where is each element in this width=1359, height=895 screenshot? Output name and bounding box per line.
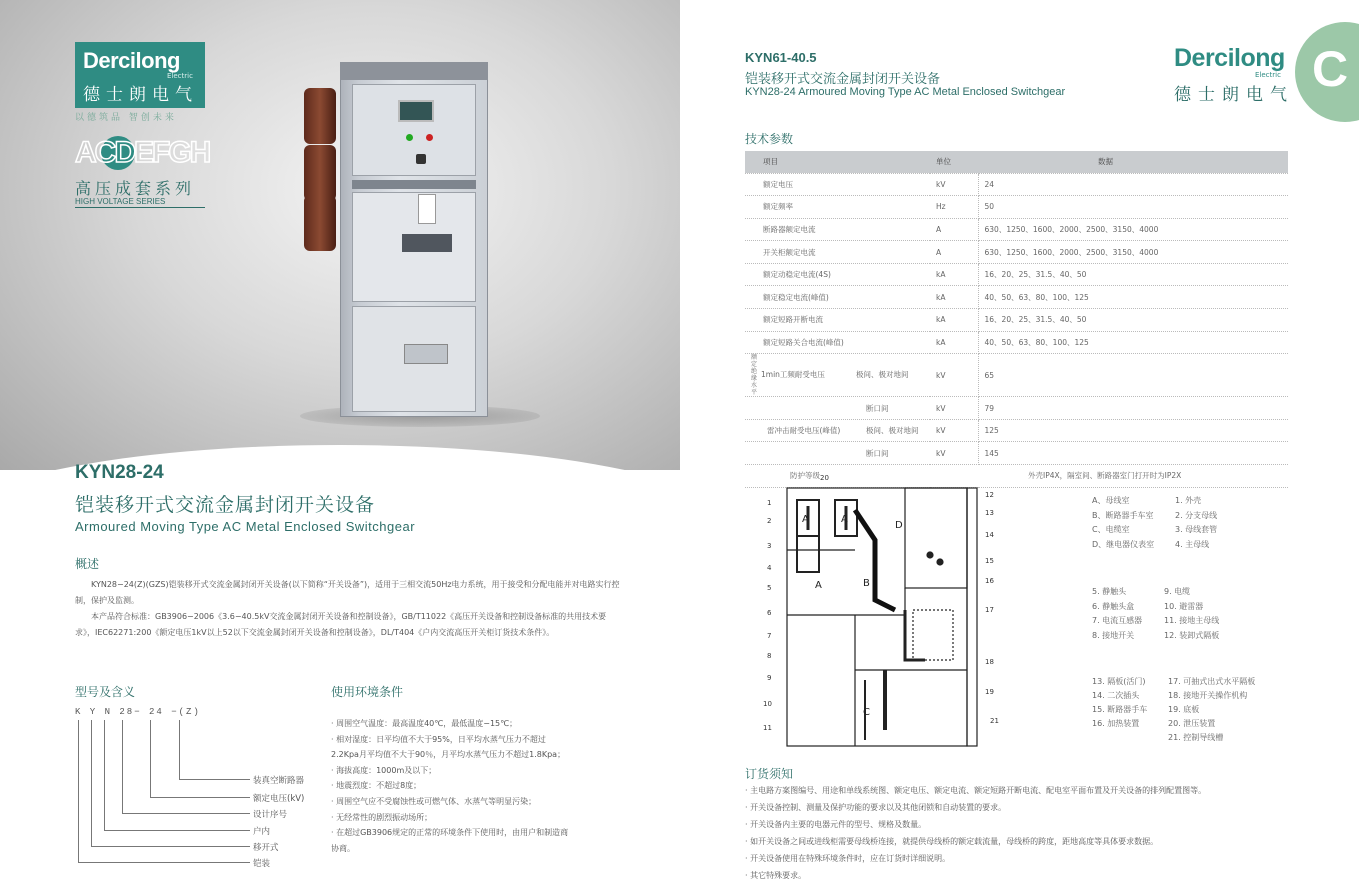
- model-label-armoured: 铠装: [253, 859, 271, 869]
- environment-list: [331, 716, 631, 856]
- environment-item: · 在超过GB3906规定的正常的环境条件下使用时，由用户和制造商: [331, 828, 569, 838]
- right-logo-electric: Electric: [1255, 71, 1281, 79]
- diagram-num: 10: [763, 700, 772, 708]
- order-item: · 开关设备控制、测量及保护功能的要求以及其他闭锁和自动装置的要求。: [745, 803, 1007, 812]
- legend-parts-2b: 9. 电缆 10. 避雷器 11. 接地主母线 12. 装卸式隔板: [1164, 587, 1220, 640]
- table-row: 额定频率 Hz 50: [745, 196, 1288, 219]
- red-indicator: [426, 134, 433, 141]
- logo-text-en: Dercilong: [83, 48, 180, 73]
- warning-sign: [418, 194, 436, 224]
- tech-params-table: [745, 151, 1288, 488]
- right-title-en: KYN28-24 Armoured Moving Type AC Metal Enclosed Switchgear: [745, 86, 1066, 98]
- order-heading: 订货须知: [745, 767, 794, 781]
- room-label: D: [895, 520, 903, 531]
- table-row: 额定短路关合电流(峰值) kA 40、50、63、80、100、125: [745, 331, 1288, 354]
- logo-electric: Electric: [167, 72, 193, 80]
- environment-item: · 周围空气应不受腐蚀性或可燃气体、水蒸气等明显污染；: [331, 796, 537, 806]
- model-label-indoor: 户内: [253, 827, 271, 837]
- room-label: A: [815, 580, 822, 591]
- diagram-num: 13: [985, 509, 994, 517]
- relay-panel: [352, 84, 476, 176]
- slogan: 以德筑品 智创未来: [75, 113, 177, 123]
- product-title-cn: 铠装移开式交流金属封闭开关设备: [75, 494, 376, 516]
- diagram-num: 2: [767, 517, 772, 525]
- order-list: [745, 782, 1305, 884]
- logo-text-cn: 德士朗电气: [83, 85, 198, 105]
- diagram-relay-room: [905, 488, 967, 588]
- environment-item: · 无经常性的剧烈振动场所；: [331, 812, 433, 822]
- brand-logo: [75, 42, 205, 108]
- cable-window: [404, 344, 448, 364]
- legend-rooms: A、母线室 B、断路器手车室 C、电缆室 D、继电器仪表室: [1092, 496, 1155, 549]
- environment-item: 协商。: [331, 843, 355, 853]
- series-underline: [75, 207, 205, 208]
- model-label-voltage: 额定电压(kV): [253, 794, 305, 804]
- order-item: · 开关设备使用在特殊环境条件时，应在订货时详细说明。: [745, 854, 951, 863]
- table-row: 额定稳定电流(峰值) kA 40、50、63、80、100、125: [745, 286, 1288, 309]
- room-label: A: [802, 514, 809, 525]
- table-row: 开关柜额定电流 A 630、1250、1600、2000、2500、3150、4000: [745, 241, 1288, 264]
- section-tab-letter: C: [1312, 41, 1349, 97]
- room-label: C: [863, 707, 870, 718]
- overview-paragraph-1: KYN28−24(Z)(GZS)铠装移开式交流金属封闭开关设备(以下简称“开关设备”)，适用于三相交流50Hz电力系统，用于接受和分配电能并对电路实行控制，保护及监测。: [75, 580, 620, 605]
- product-title-en: Armoured Moving Type AC Metal Enclosed Switchgear: [75, 519, 416, 534]
- diagram-num: 8: [767, 652, 772, 660]
- diagram-num: 19: [985, 688, 994, 696]
- legend-parts-3b: 17. 可抽式出式水平隔板 18. 接地开关操作机构 19. 底板 20. 泄压装置 21. 控制导线槽: [1168, 677, 1256, 742]
- right-model: KYN61-40.5: [745, 50, 817, 65]
- diagram-num: 5: [767, 584, 772, 592]
- breaker-window: [402, 234, 452, 252]
- tech-params-heading: 技术参数: [745, 132, 794, 146]
- order-item: · 如开关设备之间或进线柜需要母线桥连接，就提供母线桥的额定载流量，母线桥的跨度，距地高度等具体要求数据。: [745, 837, 1159, 846]
- diagram-num: 18: [985, 658, 994, 666]
- selector-switch: [416, 154, 426, 164]
- bushing-1: [304, 88, 336, 144]
- right-page: [680, 0, 1359, 895]
- diagram-num: 11: [763, 724, 772, 732]
- diagram-num: 7: [767, 632, 772, 640]
- diagram-num: 20: [820, 474, 829, 482]
- table-row: 断路器额定电流 A 630、1250、1600、2000、2500、3150、4000: [745, 218, 1288, 241]
- diagram-num: 9: [767, 674, 772, 682]
- right-logo-text-en: Dercilong: [1174, 44, 1285, 72]
- diagram-num: 14: [985, 531, 994, 539]
- order-item: · 主电路方案图编号、用途和单线系统图、额定电压、额定电流、额定短路开断电流、配电室平面布置及开关设备的排列配置图等。: [745, 786, 1207, 795]
- diagram-num: 15: [985, 557, 994, 565]
- order-item: · 开关设备内主要的电器元件的型号、规格及数量。: [745, 820, 927, 829]
- insulation-group-label: 额定绝缘水平: [751, 354, 758, 397]
- series-logo: [75, 136, 210, 172]
- table-row-insulation: 雷冲击耐受电压(峰值) 极间、极对地间 kV 125: [745, 419, 1288, 442]
- diagram-num: 17: [985, 606, 994, 614]
- table-row: 额定电压 kV 24: [745, 173, 1288, 196]
- environment-item: 2.2Kpa月平均值不大于90％，月平均水蒸气压力不超过1.8Kpa；: [331, 750, 566, 760]
- diagram-num: 21: [990, 717, 999, 725]
- table-row-insulation: 断口间 kV 79: [745, 397, 1288, 420]
- bushing-3: [304, 195, 336, 251]
- order-item: · 其它特殊要求。: [745, 871, 807, 880]
- diagram-num: 1: [767, 499, 772, 507]
- table-row: 额定短路开断电流 kA 16、20、25、31.5、40、50: [745, 309, 1288, 332]
- legend-parts-2a: 5. 静触头 6. 静触头盒 7. 电流互感器 8. 接地开关: [1092, 587, 1143, 640]
- table-row-insulation: 断口间 kV 145: [745, 442, 1288, 465]
- environment-item: · 海拔高度：1000m及以下；: [331, 765, 437, 775]
- product-model: KYN28-24: [75, 462, 164, 483]
- diagram-num: 4: [767, 564, 772, 572]
- table-row: 额定动稳定电流(4S) kA 16、20、25、31.5、40、50: [745, 263, 1288, 286]
- right-title-cn: 铠装移开式交流金属封闭开关设备: [745, 72, 941, 87]
- legend-parts-1: 1. 外壳 2. 分支母线 3. 母线套管 4. 主母线: [1175, 496, 1218, 549]
- environment-item: · 周围空气温度：最高温度40℃，最低温度−15℃；: [331, 719, 518, 728]
- diagram-num: 3: [767, 542, 772, 550]
- room-label: B: [863, 578, 870, 589]
- table-row-insulation: 额定绝缘水平1min工频耐受电压 极间、极对地间 kV 65: [745, 354, 1288, 397]
- right-logo-text-cn: 德士朗电气: [1174, 85, 1294, 105]
- model-label-breaker: 装真空断路器: [253, 776, 305, 786]
- series-title-cn: 高压成套系列: [75, 179, 196, 198]
- switchgear-cabinet-image: [340, 62, 488, 417]
- environment-item: · 相对湿度：日平均值不大于95%，日平均水蒸气压力不超过: [331, 734, 546, 744]
- environment-item: · 地震烈度：不超过8度；: [331, 781, 422, 791]
- room-label: A: [841, 514, 848, 525]
- series-title-en: HIGH VOLTAGE SERIES: [75, 197, 166, 206]
- diagram-num: 12: [985, 491, 994, 499]
- model-label-movable: 移开式: [253, 843, 279, 853]
- table-row: 防护等级 外壳IP4X，隔室间、断路器室门打开时为IP2X: [745, 465, 1288, 488]
- diagram-num: 6: [767, 609, 772, 617]
- green-indicator: [406, 134, 413, 141]
- diagram-outer-frame: [787, 488, 967, 746]
- series-letters: ACDEFGH: [75, 136, 210, 169]
- cabinet-display: [398, 100, 434, 122]
- bushing-2: [304, 145, 336, 201]
- overview-heading: 概述: [75, 557, 100, 571]
- diagram-num: 16: [985, 577, 994, 585]
- environment-heading: 使用环境条件: [331, 685, 404, 699]
- cabinet-section-diagram: [745, 470, 1075, 760]
- overview-paragraph-2: 本产品符合标准：GB3906−2006《3.6−40.5kV交流金属封闭开关设备和控制设备》，GB/T11022《高压开关设备和控制设备标准的共用技术要求》，IEC62271:200《额定电压1kV以上52以下交流金属封闭开关设备和控制设备》，DL/T404《户内交流高压开关柜订货技术条件》。: [75, 612, 607, 637]
- legend-parts-3a: 13. 隔板(活门) 14. 二次插头 15. 断路器手车 16. 加热装置: [1092, 677, 1148, 728]
- model-meaning-heading: 型号及含义: [75, 685, 136, 699]
- model-label-design: 设计序号: [253, 810, 288, 820]
- table-header: 项目 单位 数据: [745, 151, 1288, 173]
- model-code: K Y N 28− 24 −(Z): [75, 707, 201, 717]
